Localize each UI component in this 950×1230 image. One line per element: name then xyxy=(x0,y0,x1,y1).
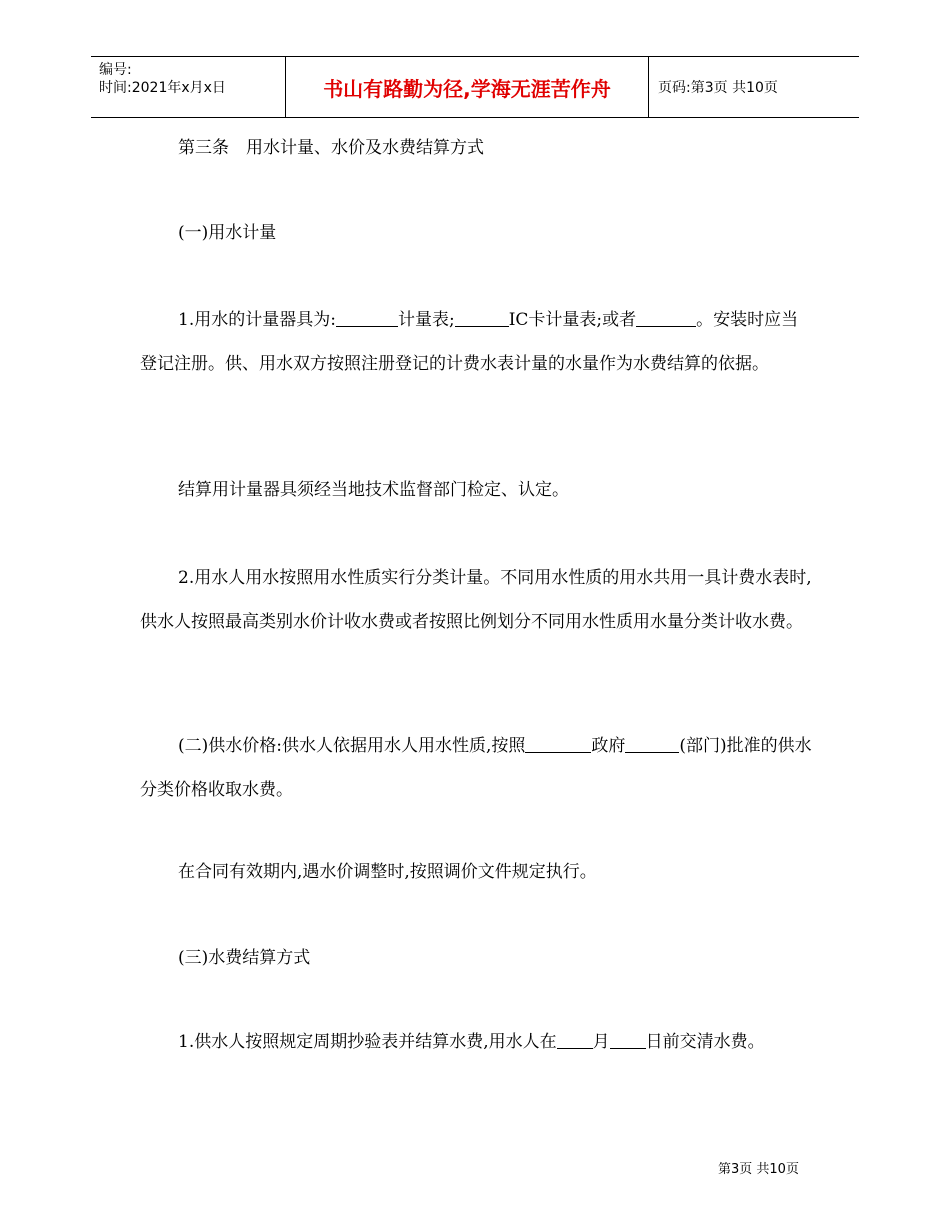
document-header xyxy=(91,56,859,118)
paragraph-settlement: 1.供水人按照规定周期抄验表并结算水费,用水人在 月 日前交清水费。 xyxy=(178,1032,765,1052)
paragraph-meter-devices: 1.用水的计量器具为: 计量表; IC卡计量表;或者 。安装时应当登记注册。供、用水双方按照注册登记的计费水表计量的水量作为水费结算的依据。 xyxy=(140,310,799,374)
paragraph-classified-metering: 2.用水人用水按照用水性质实行分类计量。不同用水性质的用水共用一具计费水表时,供水人按照最高类别水价计收水费或者按照比例划分不同用水性质用水量分类计收水费。 xyxy=(140,568,812,632)
header-page-info: 页码:第3页 共10页 xyxy=(658,80,778,96)
number-label: 编号: xyxy=(99,62,132,78)
header-motto: 书山有路勤为径,学海无涯苦作舟 xyxy=(285,57,649,117)
page-footer: 第3页 共10页 xyxy=(718,1162,799,1177)
time-label: 时间:2021年x月x日 xyxy=(99,80,226,96)
paragraph-verification: 结算用计量器具须经当地技术监督部门检定、认定。 xyxy=(178,480,569,500)
header-meta xyxy=(91,57,285,117)
blank-field xyxy=(455,308,509,327)
blank-field xyxy=(557,1030,593,1049)
section-3-title: (三)水费结算方式 xyxy=(178,948,311,968)
blank-field xyxy=(625,734,679,753)
blank-field xyxy=(336,308,398,327)
article-title: 第三条 用水计量、水价及水费结算方式 xyxy=(178,138,484,158)
paragraph-price-adjustment: 在合同有效期内,遇水价调整时,按照调价文件规定执行。 xyxy=(178,862,597,882)
blank-field xyxy=(525,734,591,753)
blank-field xyxy=(636,308,696,327)
blank-field xyxy=(610,1030,646,1049)
section-1-title: (一)用水计量 xyxy=(178,223,277,243)
section-2-price: (二)供水价格:供水人依据用水人用水性质,按照 政府 (部门)批准的供水分类价格收取水费。 xyxy=(140,736,812,800)
